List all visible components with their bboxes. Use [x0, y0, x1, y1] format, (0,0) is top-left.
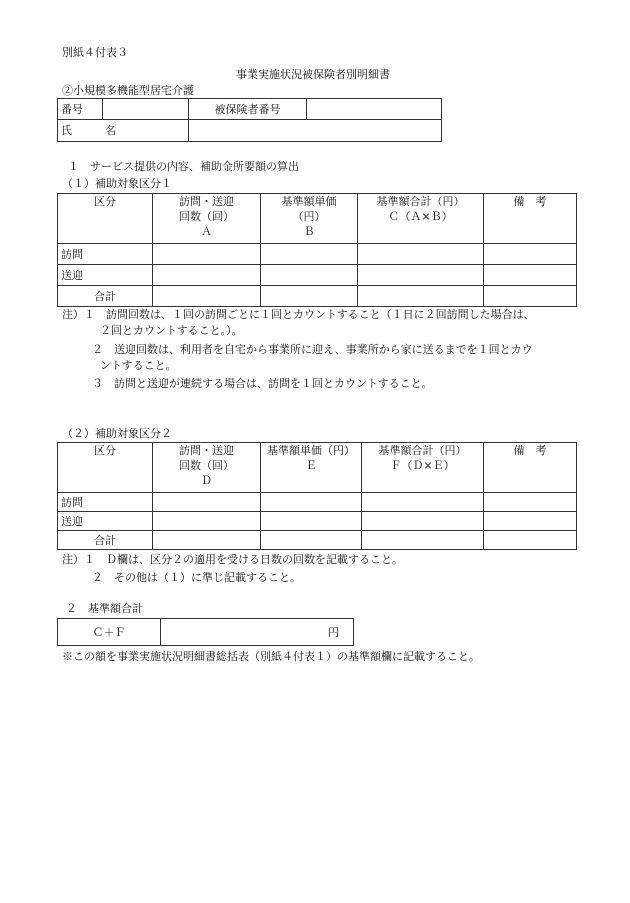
header-remarks: 備 考	[484, 194, 577, 244]
subsidy-table-1	[57, 193, 577, 307]
cell-e[interactable]	[261, 493, 362, 512]
sub2-note1: 注）１ Ｄ欄は、区分２の適用を受ける日数の回数を記載すること。	[62, 553, 403, 566]
insured-number-label: 被保険者番号	[189, 99, 307, 120]
cell-b[interactable]	[261, 244, 358, 265]
cell-e[interactable]	[261, 531, 362, 550]
row-label-total: 合計	[58, 531, 153, 550]
cell-c[interactable]	[358, 265, 484, 286]
table-row	[58, 531, 577, 550]
cell-c[interactable]	[358, 286, 484, 307]
header-unit-price-b: 基準額単価 （円） Ｂ	[261, 194, 358, 244]
cell-d[interactable]	[153, 531, 261, 550]
table-row	[58, 286, 577, 307]
total-amount-field[interactable]	[161, 619, 354, 646]
table-row	[58, 512, 577, 531]
note3: ３ 訪問と送迎が連続する場合は、訪問を１回とカウントすること。	[92, 377, 433, 390]
row-label: 送迎	[58, 512, 153, 531]
subsidy-table-2	[57, 442, 577, 550]
number-label: 番号	[58, 99, 103, 120]
row-label: 送迎	[58, 265, 153, 286]
cell-d[interactable]	[153, 512, 261, 531]
sub1-heading: （１）補助対象区分１	[62, 177, 172, 190]
cell-f[interactable]	[362, 493, 484, 512]
header-total-c: 基準額合計（円） Ｃ（Ａ×Ｂ）	[358, 194, 484, 244]
sub2-note2: ２ その他は（１）に準じ記載すること。	[92, 571, 301, 584]
cell-b[interactable]	[261, 265, 358, 286]
cell-note[interactable]	[484, 244, 577, 265]
total-table	[57, 618, 354, 646]
row-label-total: 合計	[58, 286, 153, 307]
note1-line1: 注）１ 訪問回数は、１回の訪問ごとに１回とカウントすること（１日に２回訪問した場合は、	[62, 308, 535, 321]
header-remarks: 備 考	[484, 443, 577, 493]
formula-label: Ｃ＋Ｆ	[58, 619, 161, 646]
note2-line2: ントすること。	[100, 359, 177, 372]
cell-note[interactable]	[484, 286, 577, 307]
insured-info-table	[57, 98, 442, 142]
cell-f[interactable]	[362, 512, 484, 531]
table-row	[58, 244, 577, 265]
header-count-d: 訪問・送迎 回数（回） Ｄ	[153, 443, 261, 493]
service-type: ②小規模多機能型居宅介護	[62, 84, 194, 97]
cell-e[interactable]	[261, 512, 362, 531]
section1-heading: １ サービス提供の内容、補助金所要額の算出	[68, 160, 299, 173]
row-label: 訪問	[58, 244, 153, 265]
yen-unit: 円	[328, 625, 339, 639]
cell-c[interactable]	[358, 244, 484, 265]
document-id: 別紙４付表３	[62, 46, 128, 59]
cell-note[interactable]	[484, 512, 577, 531]
sub2-heading: （２）補助対象区分２	[62, 427, 172, 440]
header-count-a: 訪問・送迎 回数（回） Ａ	[153, 194, 261, 244]
section2-heading: ２ 基準額合計	[66, 602, 143, 615]
number-field[interactable]	[103, 99, 189, 120]
cell-b[interactable]	[261, 286, 358, 307]
cell-f[interactable]	[362, 531, 484, 550]
header-unit-price-e: 基準額単価（円） Ｅ	[261, 443, 362, 493]
header-kubun: 区分	[58, 194, 153, 244]
section2-footnote: ※この額を事業実施状況明細書総括表（別紙４付表１）の基準額欄に記載すること。	[62, 650, 480, 663]
cell-a[interactable]	[153, 244, 261, 265]
name-field[interactable]	[189, 120, 442, 142]
cell-note[interactable]	[484, 531, 577, 550]
name-label: 氏 名	[58, 120, 189, 142]
cell-a[interactable]	[153, 265, 261, 286]
cell-d[interactable]	[153, 493, 261, 512]
row-label: 訪問	[58, 493, 153, 512]
cell-a[interactable]	[153, 286, 261, 307]
note2-line1: ２ 送迎回数は、利用者を自宅から事業所に迎え、事業所から家に送るまでを１回とカウ	[92, 343, 533, 356]
header-total-f: 基準額合計（円） Ｆ（Ｄ×Ｅ）	[362, 443, 484, 493]
insured-number-field[interactable]	[307, 99, 442, 120]
header-kubun: 区分	[58, 443, 153, 493]
note1-line2: ２回とカウントすること。）。	[100, 324, 243, 337]
cell-note[interactable]	[484, 265, 577, 286]
table-row	[58, 493, 577, 512]
table-row	[58, 265, 577, 286]
cell-note[interactable]	[484, 493, 577, 512]
document-title: 事業実施状況被保険者別明細書	[236, 68, 390, 81]
